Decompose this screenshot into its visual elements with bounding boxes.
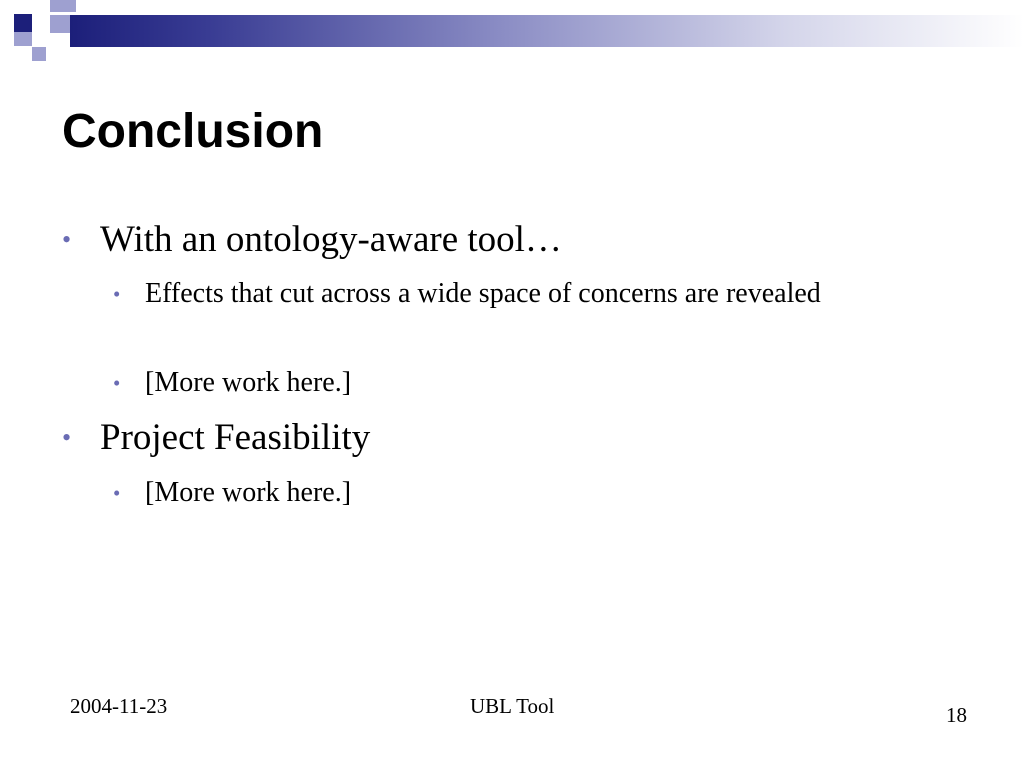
sub-bullet-item bbox=[113, 474, 352, 512]
deco-square-icon bbox=[32, 47, 46, 61]
bullet-item bbox=[62, 218, 562, 262]
bullet-text: Project Feasibility bbox=[100, 417, 371, 458]
slide-title: Conclusion bbox=[62, 105, 324, 158]
footer-date: 2004-11-23 bbox=[70, 694, 168, 718]
deco-square-icon bbox=[50, 15, 70, 33]
sub-bullet-text: [More work here.] bbox=[145, 477, 352, 508]
bullet-icon: • bbox=[62, 225, 72, 254]
sub-bullet-item bbox=[113, 364, 352, 402]
bullet-icon: • bbox=[113, 282, 121, 306]
bullet-icon: • bbox=[62, 423, 72, 452]
footer-title: UBL Tool bbox=[470, 694, 555, 718]
sub-bullet-text: [More work here.] bbox=[145, 367, 352, 398]
bullet-item bbox=[62, 416, 371, 460]
sub-bullet-text: Effects that cut across a wide space of concerns are revealed bbox=[145, 278, 821, 309]
deco-square-icon bbox=[50, 0, 76, 12]
sub-bullet-item bbox=[113, 275, 825, 313]
bullet-icon: • bbox=[113, 481, 121, 505]
header-gradient-band bbox=[70, 15, 1024, 47]
bullet-text: With an ontology-aware tool… bbox=[100, 219, 562, 260]
bullet-icon: • bbox=[113, 371, 121, 395]
deco-square-icon bbox=[14, 14, 32, 32]
slide-number: 18 bbox=[946, 703, 967, 727]
deco-square-icon bbox=[14, 32, 32, 46]
